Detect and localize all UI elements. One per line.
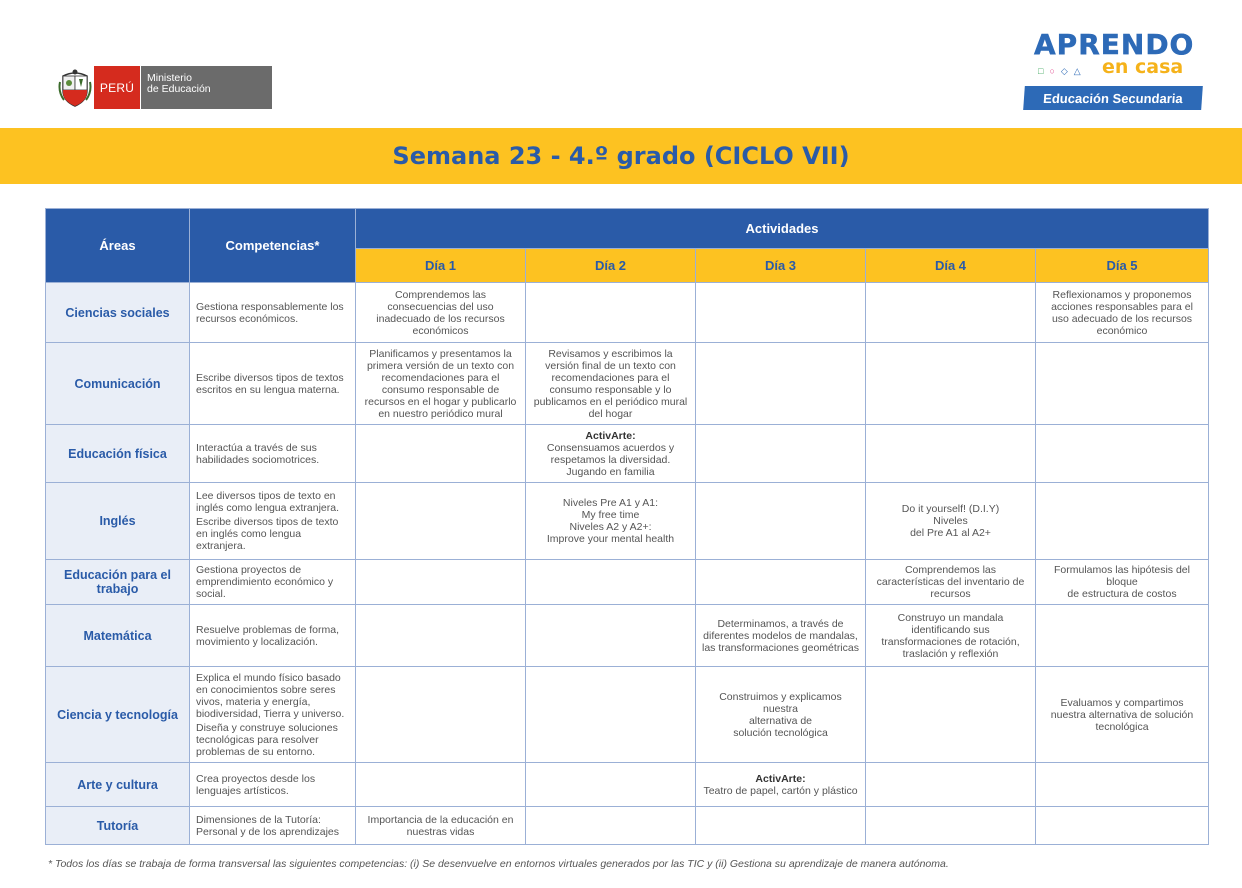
competencia-text: Explica el mundo físico basado en conocimientos sobre seres vivos, materia y energía, biodiversidad, Tierra y universo.	[196, 671, 345, 720]
competencia-cell	[190, 807, 356, 845]
ministry-label	[140, 66, 272, 109]
activity-cell-empty	[526, 763, 696, 807]
activity-line: del Pre A1 al A2+	[910, 527, 991, 539]
brand-band: Educación Secundaria	[1023, 86, 1203, 110]
activity-cell-empty	[866, 283, 1036, 343]
activity-cell	[526, 425, 696, 483]
ministry-line-1: Ministerio	[147, 72, 192, 84]
activity-cell: Revisamos y escribimos la versión final de un texto con recomendaciones para el consumo responsable y lo publicamos en el periódico mural del hogar	[526, 343, 696, 425]
competencia-text: Gestiona responsablemente los recursos económicos.	[196, 300, 344, 325]
peru-label: PERÚ	[94, 66, 140, 109]
table-row	[46, 425, 1209, 483]
activity-cell: Determinamos, a través de diferentes modelos de mandalas, las transformaciones geométricas	[696, 605, 866, 667]
activity-line: Niveles	[933, 515, 968, 527]
activity-cell-empty	[526, 283, 696, 343]
table-row	[46, 483, 1209, 560]
table-row	[46, 560, 1209, 605]
minedu-logo	[56, 66, 272, 109]
table-row	[46, 807, 1209, 845]
activity-cell-empty	[1036, 483, 1209, 560]
competencia-text: Diseña y construye soluciones tecnológicas para resolver problemas de su entorno.	[196, 721, 338, 758]
activity-cell-empty	[526, 605, 696, 667]
activity-line: Do it yourself! (D.I.Y)	[901, 503, 1000, 515]
table-row	[46, 343, 1209, 425]
week-banner	[0, 128, 1242, 184]
ministry-line-2: de Educación	[147, 83, 211, 95]
activity-cell-empty	[1036, 807, 1209, 845]
table-row	[46, 283, 1209, 343]
table-row	[46, 667, 1209, 763]
area-cell: Tutoría	[46, 807, 190, 845]
activity-cell-empty	[866, 343, 1036, 425]
competencia-cell	[190, 560, 356, 605]
header-day-4: Día 4	[866, 249, 1036, 283]
schedule-table	[45, 208, 1209, 845]
competencia-text: Escribe diversos tipos de textos escritos en su lengua materna.	[196, 371, 344, 396]
competencia-text: Resuelve problemas de forma, movimiento y localización.	[196, 623, 339, 648]
area-cell: Matemática	[46, 605, 190, 667]
activity-cell: Construyo un mandala identificando sus transformaciones de rotación, traslación y reflexión	[866, 605, 1036, 667]
activity-line: Niveles A2 y A2+:	[569, 521, 652, 533]
activity-cell-empty	[356, 605, 526, 667]
table-row	[46, 763, 1209, 807]
header-day-5: Día 5	[1036, 249, 1209, 283]
header-competencias: Competencias*	[190, 209, 356, 283]
activity-line: solución tecnológica	[733, 726, 828, 739]
peru-coat-of-arms-icon	[56, 66, 94, 109]
area-cell: Educación para el trabajo	[46, 560, 190, 605]
area-cell: Comunicación	[46, 343, 190, 425]
activity-cell-empty	[1036, 343, 1209, 425]
table-row	[46, 605, 1209, 667]
activity-cell-empty	[526, 560, 696, 605]
activity-cell: Evaluamos y compartimos nuestra alternativa de solución tecnológica	[1036, 667, 1209, 763]
competencia-text: Dimensiones de la Tutoría: Personal y de los aprendizajes	[196, 813, 340, 838]
activity-cell-empty	[866, 667, 1036, 763]
competencia-text: Crea proyectos desde los lenguajes artísticos.	[196, 772, 316, 797]
footnote: * Todos los días se trabaja de forma transversal las siguientes competencias: (i) Se desenvuelve en entornos virtuales generados por las TIC y (ii) Gestiona su aprendizaje de manera autónoma.	[48, 858, 949, 870]
area-cell: Ciencias sociales	[46, 283, 190, 343]
area-cell: Ciencia y tecnología	[46, 667, 190, 763]
activity-line: Construimos y explicamos nuestra	[719, 690, 842, 715]
activity-cell-empty	[696, 483, 866, 560]
area-cell: Inglés	[46, 483, 190, 560]
activity-cell-empty	[356, 763, 526, 807]
activity-cell: Importancia de la educación en nuestras vidas	[356, 807, 526, 845]
activity-cell	[526, 483, 696, 560]
area-cell: Educación física	[46, 425, 190, 483]
competencia-cell	[190, 763, 356, 807]
activity-line: de estructura de costos	[1067, 588, 1177, 600]
activity-text: Consensuamos acuerdos y respetamos la diversidad. Jugando en familia	[546, 441, 675, 478]
activity-cell: Reflexionamos y proponemos acciones responsables para el uso adecuado de los recursos económico	[1036, 283, 1209, 343]
header-areas: Áreas	[46, 209, 190, 283]
competencia-cell	[190, 283, 356, 343]
activity-cell-empty	[356, 667, 526, 763]
activity-cell-empty	[1036, 763, 1209, 807]
competencia-cell	[190, 605, 356, 667]
competencia-text: Lee diversos tipos de texto en inglés como lengua extranjera.	[196, 490, 340, 514]
activity-cell-empty	[526, 667, 696, 763]
activity-line: Niveles Pre A1 y A1:	[562, 497, 659, 509]
activity-cell-empty	[696, 807, 866, 845]
activity-line: My free time	[581, 509, 640, 521]
activity-cell-empty	[696, 283, 866, 343]
activity-cell-empty	[696, 560, 866, 605]
activity-cell-empty	[1036, 605, 1209, 667]
activity-text: Teatro de papel, cartón y plástico	[703, 784, 858, 797]
activarte-label: ActivArte:	[585, 429, 636, 442]
activity-cell-empty	[696, 343, 866, 425]
competencia-text: Interactúa a través de sus habilidades sociomotrices.	[196, 441, 320, 466]
activarte-label: ActivArte:	[755, 772, 806, 785]
aprendo-en-casa-logo	[1024, 28, 1204, 112]
brand-subtitle: en casa	[1102, 56, 1184, 78]
activity-cell: Comprendemos las consecuencias del uso inadecuado de los recursos económicos	[356, 283, 526, 343]
activity-cell	[1036, 560, 1209, 605]
brand-shapes-icon: □○◇△	[1038, 66, 1087, 76]
activity-cell-empty	[356, 483, 526, 560]
competencia-cell	[190, 343, 356, 425]
activity-cell-empty	[1036, 425, 1209, 483]
header-day-3: Día 3	[696, 249, 866, 283]
header-actividades: Actividades	[356, 209, 1209, 249]
header-day-1: Día 1	[356, 249, 526, 283]
activity-cell-empty	[866, 425, 1036, 483]
activity-cell-empty	[356, 560, 526, 605]
activity-line: alternativa de	[748, 714, 813, 727]
activity-cell	[866, 483, 1036, 560]
brand-title: APRENDO	[1034, 28, 1195, 61]
activity-cell: Comprendemos las características del inventario de recursos	[866, 560, 1036, 605]
competencia-cell	[190, 483, 356, 560]
activity-cell	[696, 667, 866, 763]
page-title: Semana 23 - 4.º grado (CICLO VII)	[392, 142, 850, 170]
activity-cell: Planificamos y presentamos la primera versión de un texto con recomendaciones para el consumo responsable de recursos en el hogar y publicarlo en nuestro periódico mural	[356, 343, 526, 425]
activity-cell-empty	[526, 807, 696, 845]
competencia-text: Gestiona proyectos de emprendimiento económico y social.	[196, 564, 334, 600]
activity-line: Formulamos las hipótesis del bloque	[1054, 564, 1190, 588]
area-cell: Arte y cultura	[46, 763, 190, 807]
competencia-cell	[190, 425, 356, 483]
header-day-2: Día 2	[526, 249, 696, 283]
activity-cell-empty	[696, 425, 866, 483]
activity-line: Improve your mental health	[546, 533, 675, 545]
competencia-text: Escribe diversos tipos de texto en inglés como lengua extranjera.	[196, 516, 339, 552]
competencia-cell	[190, 667, 356, 763]
activity-cell-empty	[356, 425, 526, 483]
activity-cell-empty	[866, 807, 1036, 845]
activity-cell-empty	[866, 763, 1036, 807]
activity-cell	[696, 763, 866, 807]
